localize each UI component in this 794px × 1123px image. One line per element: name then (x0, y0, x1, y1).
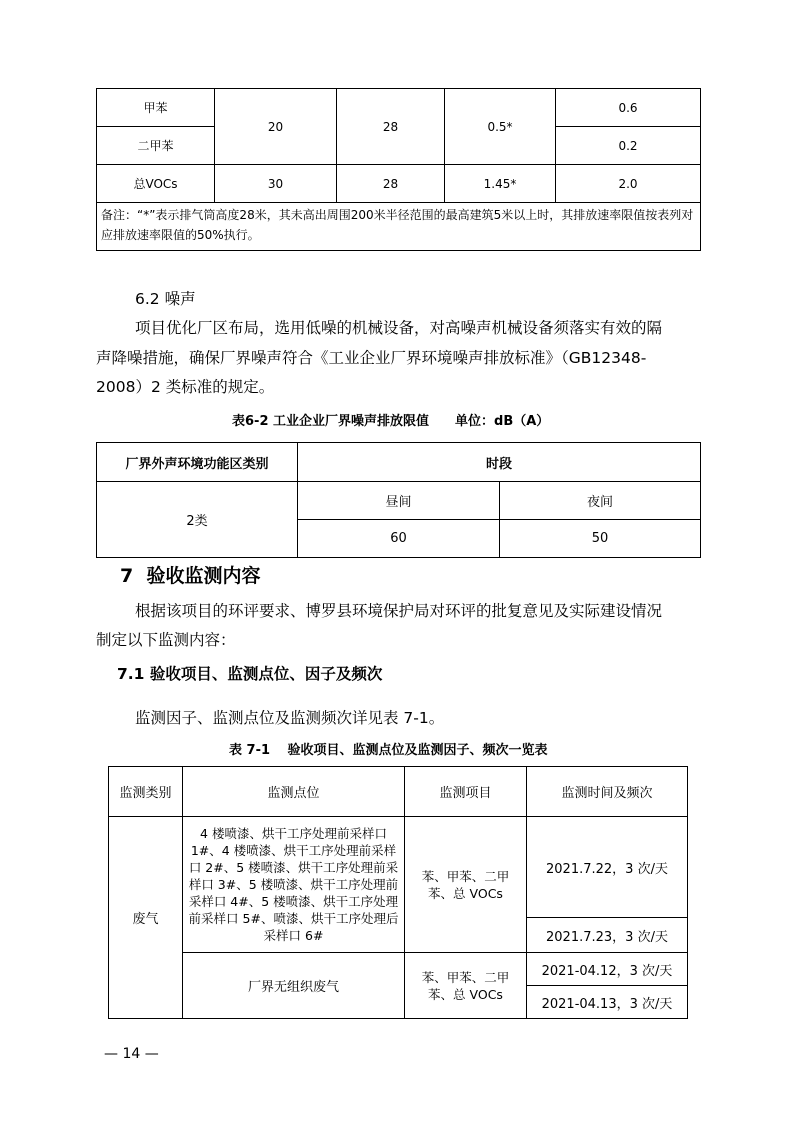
pollutant-name: 总VOCs (97, 165, 215, 203)
paragraph-line: 根据该项目的环评要求、博罗县环境保护局对环评的批复意见及实际建设情况 (135, 602, 663, 620)
page-number: — 14 — (104, 1046, 159, 1062)
pollutant-name: 二甲苯 (97, 127, 215, 165)
header-cell: 监测时间及频次 (527, 767, 688, 817)
cell-value: 30 (215, 165, 337, 203)
monitoring-point: 4 楼喷漆、烘干工序处理前采样口 1#、4 楼喷漆、烘干工序处理前采样口 2#、5 楼喷漆、烘干工序处理前采样口 3#、5 楼喷漆、烘干工序处理前采样口 4#、5 楼喷漆、烘干工序处理前采样口 5#、喷漆、烘干工序处理后采样口 6# (183, 817, 405, 953)
paragraph-line: 声降噪措施，确保厂界噪声符合《工业企业厂界环境噪声排放标准》（GB12348- (96, 349, 647, 367)
header-cell: 时段 (298, 443, 701, 482)
cell-value: 0.5* (445, 89, 556, 165)
cell-value: 50 (500, 520, 701, 558)
monitoring-time: 2021-04.12，3 次/天 (527, 953, 688, 986)
monitoring-point: 厂界无组织废气 (183, 953, 405, 1019)
header-cell: 监测类别 (109, 767, 183, 817)
noise-limit-table (96, 442, 701, 558)
pollutant-name: 甲苯 (97, 89, 215, 127)
category-cell: 2类 (97, 482, 298, 558)
header-cell: 监测点位 (183, 767, 405, 817)
cell-value: 0.6 (556, 89, 701, 127)
monitoring-time: 2021.7.23，3 次/天 (527, 918, 688, 953)
table-caption: 表 7-1 验收项目、监测点位及监测因子、频次一览表 (229, 743, 548, 758)
cell-value: 1.45* (445, 165, 556, 203)
header-cell: 监测项目 (405, 767, 527, 817)
section-heading-6-2: 6.2 噪声 (135, 290, 196, 308)
cell-value: 28 (337, 165, 445, 203)
cell-value: 2.0 (556, 165, 701, 203)
subheader-cell: 昼间 (298, 482, 500, 520)
cell-value: 60 (298, 520, 500, 558)
header-cell: 厂界外声环境功能区类别 (97, 443, 298, 482)
section-heading-7: 7 验收监测内容 (120, 565, 261, 587)
table-caption: 表6-2 工业企业厂界噪声排放限值 单位：dB（A） (232, 414, 550, 429)
paragraph-line: 制定以下监测内容： (96, 631, 236, 649)
paragraph-line: 2008）2 类标准的规定。 (96, 378, 275, 396)
section-heading-7-1: 7.1 验收项目、监测点位、因子及频次 (117, 665, 383, 683)
paragraph-line: 项目优化厂区布局，选用低噪的机械设备，对高噪声机械设备须落实有效的隔 (135, 319, 663, 337)
monitoring-time: 2021-04.13，3 次/天 (527, 986, 688, 1019)
monitoring-item: 苯、甲苯、二甲苯、总 VOCs (405, 953, 527, 1019)
cell-value: 0.2 (556, 127, 701, 165)
paragraph-line: 监测因子、监测点位及监测频次详见表 7-1。 (135, 709, 445, 727)
table-note: 备注：“*”表示排气筒高度28米，其未高出周围200米半径范围的最高建筑5米以上时，其排放速率限值按表列对应排放速率限值的50%执行。 (97, 203, 701, 251)
cell-value: 28 (337, 89, 445, 165)
monitoring-time: 2021.7.22，3 次/天 (527, 817, 688, 918)
category-cell: 废气 (109, 817, 183, 1019)
emission-limit-table (96, 88, 701, 251)
monitoring-item: 苯、甲苯、二甲苯、总 VOCs (405, 817, 527, 953)
subheader-cell: 夜间 (500, 482, 701, 520)
cell-value: 20 (215, 89, 337, 165)
monitoring-table (108, 766, 688, 1019)
